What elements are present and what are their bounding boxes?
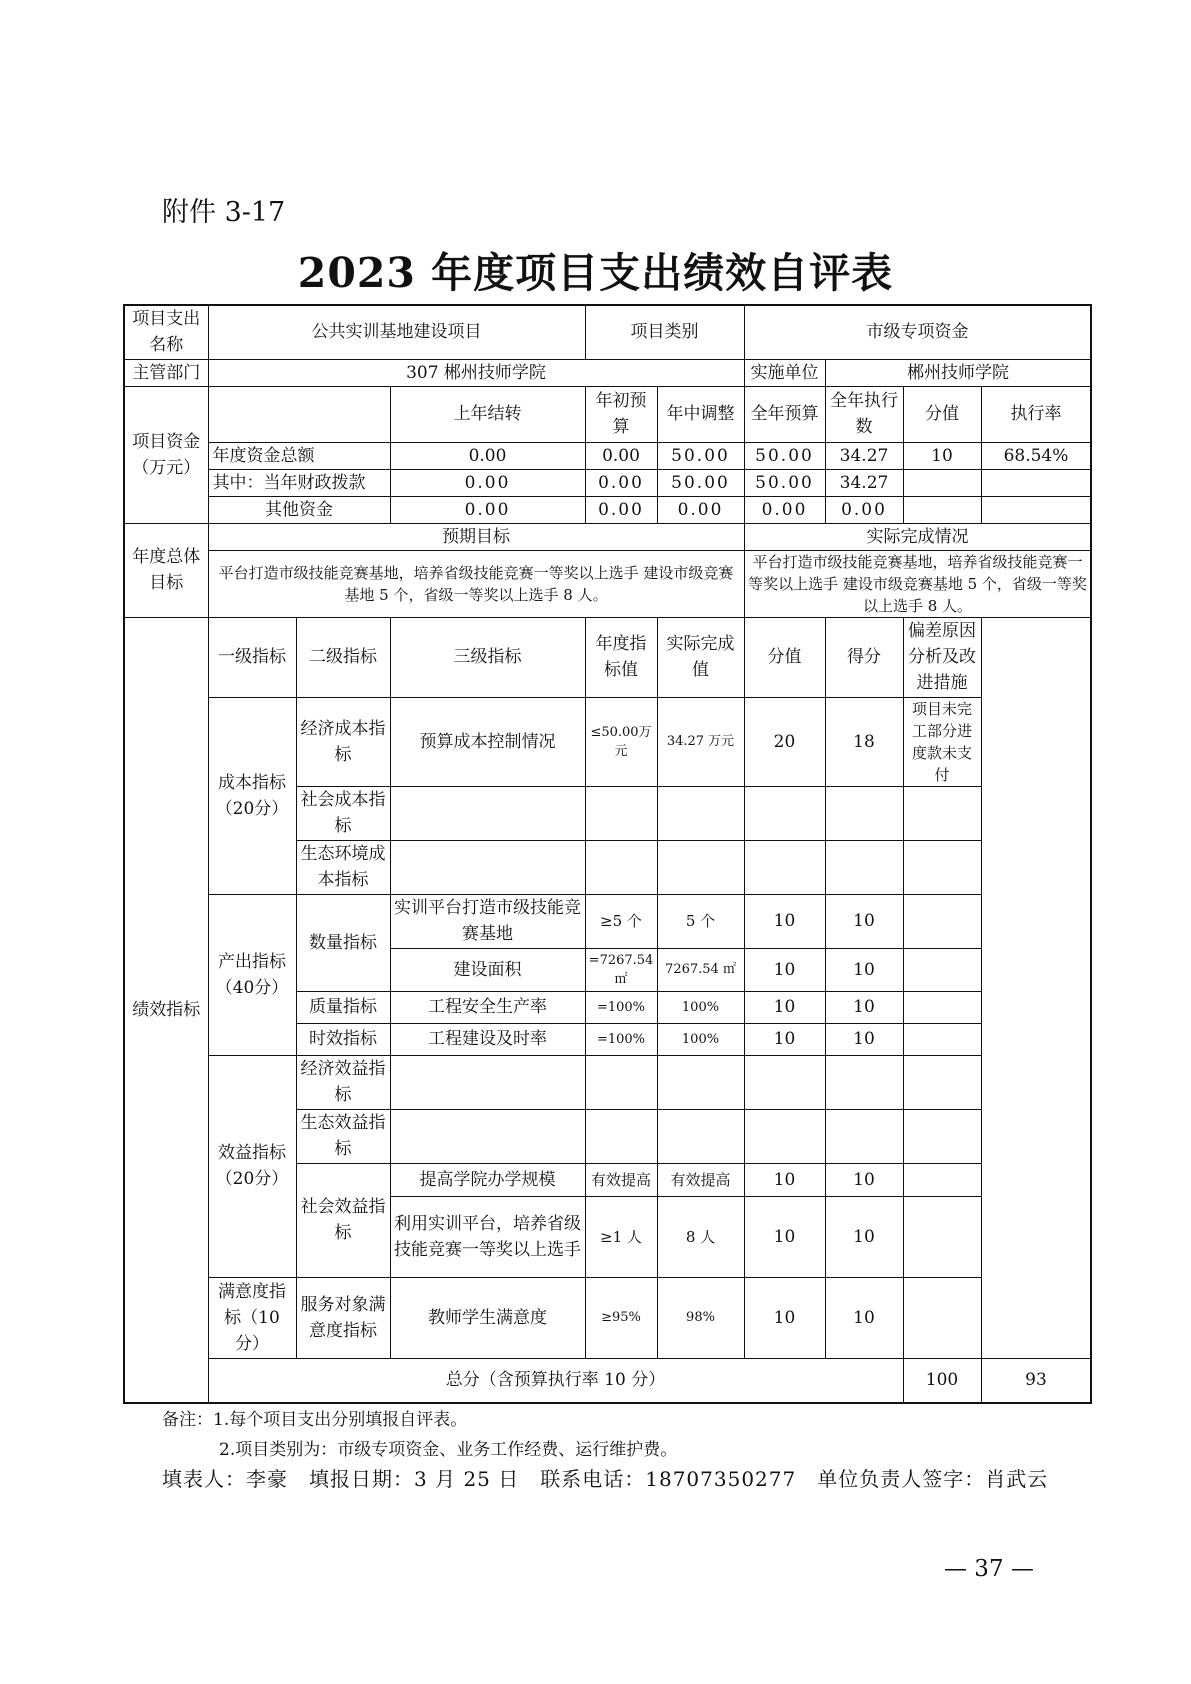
- funds-cell: 50.00: [657, 442, 744, 469]
- note-line-1: 备注：1.每个项目支出分别填报自评表。: [162, 1410, 468, 1430]
- satisfaction-l2: 服务对象满意度指标: [296, 1277, 390, 1358]
- funds-cell: [981, 469, 1091, 496]
- perf-header-target: 年度指标值: [585, 617, 657, 697]
- cost-eco-score: 18: [825, 697, 903, 786]
- output-quality-score: 10: [825, 991, 903, 1023]
- funds-cell: 0.00: [585, 442, 657, 469]
- expected-goal-text: 平台打造市级技能竞赛基地，培养省级技能竞赛一等奖以上选手 建设市级竞赛基地 5 个，省级一等奖以上选手 8 人。: [208, 550, 744, 617]
- output-quality-target: =100%: [585, 991, 657, 1023]
- output-qty1-score: 10: [825, 894, 903, 948]
- dept-label: 主管部门: [124, 359, 208, 386]
- benefit-soc2-weight: 10: [744, 1196, 825, 1277]
- funds-cell: 50.00: [744, 442, 825, 469]
- output-quality-l2: 质量指标: [296, 991, 390, 1023]
- benefit-soc2-actual: 8 人: [657, 1196, 744, 1277]
- output-qty1-l3: 实训平台打造市级技能竞赛基地: [390, 894, 585, 948]
- funds-header-carryover: 上年结转: [390, 386, 585, 442]
- funds-cell: 0.00: [585, 469, 657, 496]
- output-qty1-weight: 10: [744, 894, 825, 948]
- funds-header-rate: 执行率: [981, 386, 1091, 442]
- benefit-soc2-score: 10: [825, 1196, 903, 1277]
- benefit-social-l2: 社会效益指标: [296, 1163, 390, 1277]
- funds-cell: 50.00: [657, 469, 744, 496]
- funds-cell: 0.00: [390, 442, 585, 469]
- benefit-soc1-target: 有效提高: [585, 1163, 657, 1196]
- funds-row-name: 年度资金总额: [208, 442, 390, 469]
- benefit-soc1-weight: 10: [744, 1163, 825, 1196]
- funds-label: 项目资金（万元）: [124, 386, 208, 523]
- output-qty-l2: 数量指标: [296, 894, 390, 991]
- project-category-value: 市级专项资金: [744, 305, 1091, 359]
- project-category-label: 项目类别: [585, 305, 744, 359]
- actual-completion-text: 平台打造市级技能竞赛基地，培养省级技能竞赛一等奖以上选手 建设市级竞赛基地 5 个，省级一等奖以上选手 8 人。: [744, 550, 1091, 617]
- funds-header-weight: 分值: [903, 386, 981, 442]
- funds-cell: [981, 496, 1091, 523]
- cost-env-l2: 生态环境成本指标: [296, 840, 390, 894]
- expected-goal-header: 预期目标: [208, 523, 744, 550]
- funds-header-executed: 全年执行数: [825, 386, 903, 442]
- attachment-label: 附件 3-17: [162, 197, 286, 228]
- output-qty2-target: =7267.54㎡: [585, 948, 657, 991]
- funds-cell: [903, 469, 981, 496]
- funds-cell: 10: [903, 442, 981, 469]
- output-time-actual: 100%: [657, 1023, 744, 1055]
- cost-eco-target: ≤50.00万元: [585, 697, 657, 786]
- perf-header-weight: 分值: [744, 617, 825, 697]
- funds-cell: 34.27: [825, 442, 903, 469]
- funds-row-name: 其中：当年财政拨款: [208, 469, 390, 496]
- output-time-weight: 10: [744, 1023, 825, 1055]
- cost-eco-reason: 项目未完工部分进度款未支付: [903, 697, 981, 786]
- output-quality-l3: 工程安全生产率: [390, 991, 585, 1023]
- funds-cell: 0.00: [744, 496, 825, 523]
- filler-info: 填表人：李豪 填报日期：3 月 25 日 联系电话：18707350277 单位负责人签字：肖武云: [162, 1467, 1049, 1491]
- benefit-soc1-l3: 提高学院办学规模: [390, 1163, 585, 1196]
- perf-header-l3: 三级指标: [390, 617, 585, 697]
- perf-header-score: 得分: [825, 617, 903, 697]
- output-l1: 产出指标（40分）: [208, 894, 296, 1055]
- funds-header-blank: [208, 386, 390, 442]
- funds-cell: 0.00: [390, 469, 585, 496]
- perf-header-actual: 实际完成值: [657, 617, 744, 697]
- benefit-eco-l2: 经济效益指标: [296, 1055, 390, 1109]
- output-time-target: =100%: [585, 1023, 657, 1055]
- benefit-env-l2: 生态效益指标: [296, 1109, 390, 1163]
- output-time-score: 10: [825, 1023, 903, 1055]
- output-quality-actual: 100%: [657, 991, 744, 1023]
- actual-completion-header: 实际完成情况: [744, 523, 1091, 550]
- benefit-l1: 效益指标（20分）: [208, 1055, 296, 1277]
- cost-l1: 成本指标（20分）: [208, 697, 296, 894]
- output-time-l3: 工程建设及时率: [390, 1023, 585, 1055]
- funds-header-adjust: 年中调整: [657, 386, 744, 442]
- output-qty2-score: 10: [825, 948, 903, 991]
- page-title: 2023 年度项目支出绩效自评表: [297, 249, 894, 297]
- cost-eco-actual: 34.27 万元: [657, 697, 744, 786]
- evaluation-table: [123, 304, 1092, 1404]
- funds-row-name: 其他资金: [208, 496, 390, 523]
- cost-eco-l2: 经济成本指标: [296, 697, 390, 786]
- dept-value: 307 郴州技师学院: [208, 359, 744, 386]
- output-qty1-actual: 5 个: [657, 894, 744, 948]
- output-time-l2: 时效指标: [296, 1023, 390, 1055]
- goals-label: 年度总体目标: [124, 523, 208, 617]
- project-name-label: 项目支出名称: [124, 305, 208, 359]
- project-name-value: 公共实训基地建设项目: [208, 305, 585, 359]
- perf-label: 绩效指标: [124, 617, 208, 1403]
- total-weight: 100: [903, 1358, 981, 1403]
- output-quality-weight: 10: [744, 991, 825, 1023]
- benefit-soc2-l3: 利用实训平台，培养省级技能竞赛一等奖以上选手: [390, 1196, 585, 1277]
- benefit-soc2-target: ≥1 人: [585, 1196, 657, 1277]
- satisfaction-weight: 10: [744, 1277, 825, 1358]
- cost-eco-weight: 20: [744, 697, 825, 786]
- funds-cell: 0.00: [585, 496, 657, 523]
- funds-cell: 50.00: [744, 469, 825, 496]
- satisfaction-actual: 98%: [657, 1277, 744, 1358]
- funds-cell: 0.00: [390, 496, 585, 523]
- cost-eco-l3: 预算成本控制情况: [390, 697, 585, 786]
- output-qty2-actual: 7267.54 ㎡: [657, 948, 744, 991]
- note-line-2: 2.项目类别为：市级专项资金、业务工作经费、运行维护费。: [219, 1440, 678, 1460]
- page-number: — 37 —: [944, 1556, 1034, 1582]
- funds-cell: [903, 496, 981, 523]
- perf-header-l2: 二级指标: [296, 617, 390, 697]
- funds-cell: 34.27: [825, 469, 903, 496]
- satisfaction-target: ≥95%: [585, 1277, 657, 1358]
- impl-unit-value: 郴州技师学院: [825, 359, 1091, 386]
- total-score: 93: [981, 1358, 1091, 1403]
- funds-cell: 68.54%: [981, 442, 1091, 469]
- benefit-soc1-actual: 有效提高: [657, 1163, 744, 1196]
- output-qty2-weight: 10: [744, 948, 825, 991]
- satisfaction-l1: 满意度指标（10分）: [208, 1277, 296, 1358]
- output-qty2-l3: 建设面积: [390, 948, 585, 991]
- satisfaction-score: 10: [825, 1277, 903, 1358]
- notes: [162, 1405, 677, 1465]
- perf-header-reason: 偏差原因分析及改进措施: [903, 617, 981, 697]
- impl-unit-label: 实施单位: [744, 359, 825, 386]
- output-qty1-target: ≥5 个: [585, 894, 657, 948]
- funds-header-budget: 全年预算: [744, 386, 825, 442]
- satisfaction-l3: 教师学生满意度: [390, 1277, 585, 1358]
- perf-header-l1: 一级指标: [208, 617, 296, 697]
- funds-cell: 0.00: [825, 496, 903, 523]
- total-label: 总分（含预算执行率 10 分）: [208, 1358, 903, 1403]
- cost-social-l2: 社会成本指标: [296, 786, 390, 840]
- benefit-soc1-score: 10: [825, 1163, 903, 1196]
- funds-cell: 0.00: [657, 496, 744, 523]
- funds-header-initial: 年初预算: [585, 386, 657, 442]
